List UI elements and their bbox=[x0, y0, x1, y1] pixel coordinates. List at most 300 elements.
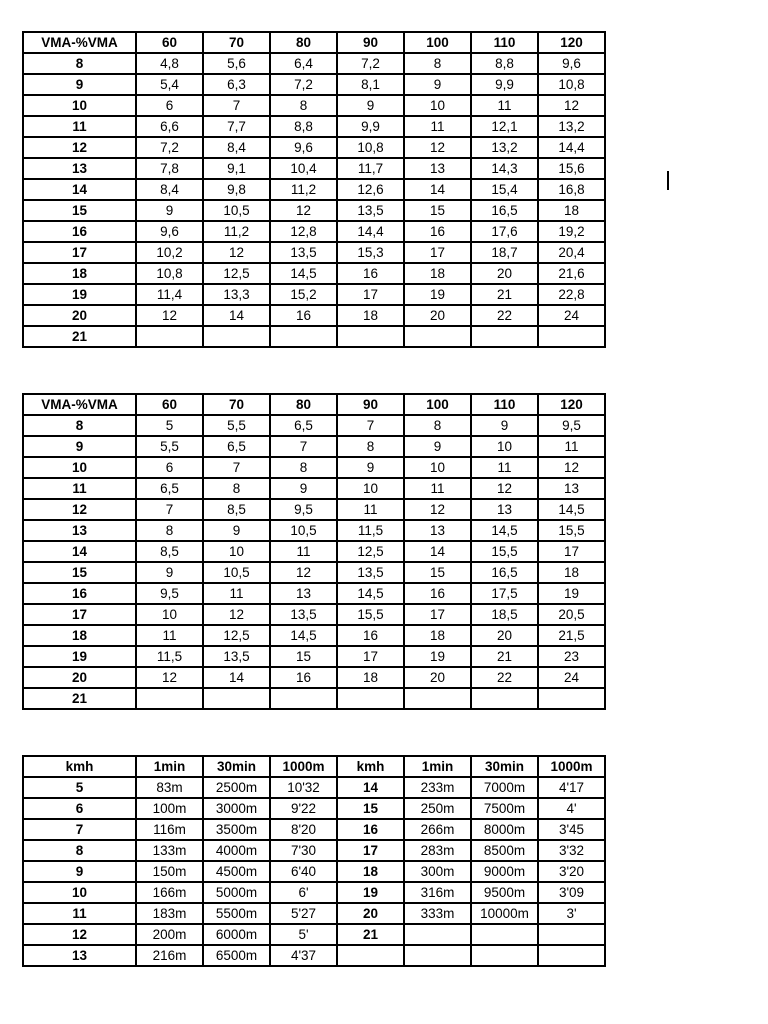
header-cell: 90 bbox=[337, 32, 404, 53]
table-cell: 20,5 bbox=[538, 604, 605, 625]
table-cell: 9 bbox=[23, 861, 136, 882]
table-cell: 5500m bbox=[203, 903, 270, 924]
table-row bbox=[23, 777, 605, 798]
table-cell: 3'20 bbox=[538, 861, 605, 882]
table-cell: 18 bbox=[404, 263, 471, 284]
table-row bbox=[23, 284, 605, 305]
table-cell: 12 bbox=[23, 499, 136, 520]
table-cell: 7500m bbox=[471, 798, 538, 819]
table-cell: 3'45 bbox=[538, 819, 605, 840]
table-cell bbox=[471, 945, 538, 966]
table-row bbox=[23, 221, 605, 242]
table-cell: 10000m bbox=[471, 903, 538, 924]
table-row bbox=[23, 179, 605, 200]
table-cell: 20 bbox=[337, 903, 404, 924]
table-cell: 10 bbox=[471, 436, 538, 457]
table-cell: 5,6 bbox=[203, 53, 270, 74]
table-cell: 14 bbox=[203, 305, 270, 326]
table-cell: 8,4 bbox=[203, 137, 270, 158]
table-cell: 10'32 bbox=[270, 777, 337, 798]
table-cell: 3'32 bbox=[538, 840, 605, 861]
table-cell bbox=[270, 326, 337, 347]
header-cell: 30min bbox=[203, 756, 270, 777]
table-cell: 11,5 bbox=[136, 646, 203, 667]
table-cell bbox=[337, 326, 404, 347]
table-row bbox=[23, 819, 605, 840]
table-cell: 7000m bbox=[471, 777, 538, 798]
table-row bbox=[23, 158, 605, 179]
table-cell: 14,5 bbox=[270, 263, 337, 284]
table-cell: 19 bbox=[404, 646, 471, 667]
table-cell: 216m bbox=[136, 945, 203, 966]
header-cell: 60 bbox=[136, 394, 203, 415]
header-cell: 80 bbox=[270, 32, 337, 53]
table-cell: 7 bbox=[270, 436, 337, 457]
table-cell bbox=[203, 688, 270, 709]
table-cell: 14,4 bbox=[538, 137, 605, 158]
table-cell: 14 bbox=[404, 179, 471, 200]
table-cell: 16 bbox=[404, 583, 471, 604]
table-cell: 13,2 bbox=[471, 137, 538, 158]
table-cell bbox=[471, 326, 538, 347]
table-cell: 17 bbox=[23, 604, 136, 625]
table-cell bbox=[538, 688, 605, 709]
table-cell: 3' bbox=[538, 903, 605, 924]
table-cell bbox=[538, 326, 605, 347]
table-cell: 5' bbox=[270, 924, 337, 945]
table-cell: 15,5 bbox=[337, 604, 404, 625]
table-row bbox=[23, 562, 605, 583]
table-cell: 10,8 bbox=[538, 74, 605, 95]
table-cell: 19 bbox=[404, 284, 471, 305]
table-cell: 21 bbox=[23, 326, 136, 347]
header-cell: VMA-%VMA bbox=[23, 394, 136, 415]
table-cell bbox=[538, 924, 605, 945]
table-cell: 9,1 bbox=[203, 158, 270, 179]
table-cell: 15,5 bbox=[471, 541, 538, 562]
header-cell: 120 bbox=[538, 32, 605, 53]
table-cell: 16 bbox=[337, 625, 404, 646]
table-cell: 16 bbox=[270, 667, 337, 688]
table-cell: 9,9 bbox=[471, 74, 538, 95]
table-header-row bbox=[23, 756, 605, 777]
table-cell: 11 bbox=[337, 499, 404, 520]
table-cell: 6,5 bbox=[136, 478, 203, 499]
table-cell bbox=[337, 945, 404, 966]
table-cell: 22 bbox=[471, 667, 538, 688]
table-cell: 4'17 bbox=[538, 777, 605, 798]
table-cell: 7,2 bbox=[337, 53, 404, 74]
table-cell: 21 bbox=[471, 284, 538, 305]
table-cell: 15 bbox=[404, 562, 471, 583]
table-cell: 283m bbox=[404, 840, 471, 861]
table-cell: 10 bbox=[23, 457, 136, 478]
table-row bbox=[23, 499, 605, 520]
table-cell: 10,5 bbox=[203, 562, 270, 583]
table-cell: 9,5 bbox=[538, 415, 605, 436]
table-cell: 12,1 bbox=[471, 116, 538, 137]
table-cell: 12 bbox=[404, 499, 471, 520]
table-cell: 6,3 bbox=[203, 74, 270, 95]
table-cell: 6500m bbox=[203, 945, 270, 966]
table-cell: 22,8 bbox=[538, 284, 605, 305]
table-cell: 24 bbox=[538, 305, 605, 326]
vma-percent-table-rounded bbox=[22, 393, 606, 710]
table-row bbox=[23, 242, 605, 263]
table-cell: 6'40 bbox=[270, 861, 337, 882]
table-row bbox=[23, 646, 605, 667]
table-cell: 7,7 bbox=[203, 116, 270, 137]
table-cell: 12,5 bbox=[337, 541, 404, 562]
table-cell: 266m bbox=[404, 819, 471, 840]
table-cell bbox=[538, 945, 605, 966]
table-cell: 9,6 bbox=[270, 137, 337, 158]
table-cell: 5'27 bbox=[270, 903, 337, 924]
table-cell: 8000m bbox=[471, 819, 538, 840]
table-cell: 12,8 bbox=[270, 221, 337, 242]
table-cell: 18 bbox=[337, 305, 404, 326]
table-cell: 15,6 bbox=[538, 158, 605, 179]
table-cell: 13,3 bbox=[203, 284, 270, 305]
table-cell: 7,2 bbox=[136, 137, 203, 158]
table-cell: 83m bbox=[136, 777, 203, 798]
table-cell: 8 bbox=[270, 95, 337, 116]
table-cell: 21,6 bbox=[538, 263, 605, 284]
table-row bbox=[23, 945, 605, 966]
table-cell: 11 bbox=[404, 116, 471, 137]
table-cell: 16 bbox=[270, 305, 337, 326]
table-cell: 13 bbox=[270, 583, 337, 604]
table-cell: 200m bbox=[136, 924, 203, 945]
table-cell: 5,5 bbox=[203, 415, 270, 436]
table-cell: 12 bbox=[270, 562, 337, 583]
table-cell bbox=[203, 326, 270, 347]
table-cell: 13 bbox=[538, 478, 605, 499]
table-row bbox=[23, 263, 605, 284]
table-cell: 9,5 bbox=[136, 583, 203, 604]
table-cell: 11,2 bbox=[203, 221, 270, 242]
table-cell bbox=[404, 688, 471, 709]
table-row bbox=[23, 457, 605, 478]
table-cell: 7 bbox=[203, 95, 270, 116]
table-cell: 3000m bbox=[203, 798, 270, 819]
table-cell bbox=[270, 688, 337, 709]
table-cell: 18 bbox=[538, 200, 605, 221]
table-cell: 13 bbox=[471, 499, 538, 520]
table-cell: 21 bbox=[23, 688, 136, 709]
table-cell: 18 bbox=[337, 667, 404, 688]
table-cell: 19 bbox=[337, 882, 404, 903]
table-cell: 9 bbox=[337, 457, 404, 478]
table-cell: 19 bbox=[23, 646, 136, 667]
table-cell: 2500m bbox=[203, 777, 270, 798]
table-cell: 19 bbox=[23, 284, 136, 305]
table-cell: 14,5 bbox=[471, 520, 538, 541]
table-header-row bbox=[23, 394, 605, 415]
table-cell: 7'30 bbox=[270, 840, 337, 861]
table-cell: 17 bbox=[337, 840, 404, 861]
table-cell: 150m bbox=[136, 861, 203, 882]
table-cell: 14,5 bbox=[270, 625, 337, 646]
table-cell: 8 bbox=[404, 415, 471, 436]
table-cell: 16,8 bbox=[538, 179, 605, 200]
table-row bbox=[23, 436, 605, 457]
table-cell: 10,8 bbox=[136, 263, 203, 284]
table-cell: 14 bbox=[23, 179, 136, 200]
table-cell: 5,5 bbox=[136, 436, 203, 457]
table-cell: 21,5 bbox=[538, 625, 605, 646]
table-cell: 8 bbox=[404, 53, 471, 74]
table-cell: 7 bbox=[136, 499, 203, 520]
header-cell: VMA-%VMA bbox=[23, 32, 136, 53]
table-row bbox=[23, 200, 605, 221]
table-cell: 20 bbox=[404, 305, 471, 326]
table-cell: 9000m bbox=[471, 861, 538, 882]
table-cell: 17 bbox=[337, 284, 404, 305]
table-cell: 12 bbox=[136, 305, 203, 326]
table-cell: 10 bbox=[23, 882, 136, 903]
table-cell: 250m bbox=[404, 798, 471, 819]
header-cell: 70 bbox=[203, 394, 270, 415]
table-cell: 10,5 bbox=[270, 520, 337, 541]
table-cell: 12,5 bbox=[203, 263, 270, 284]
table-cell: 17 bbox=[404, 604, 471, 625]
table-cell: 12 bbox=[270, 200, 337, 221]
table-cell: 4000m bbox=[203, 840, 270, 861]
table-cell bbox=[471, 924, 538, 945]
table-cell bbox=[136, 326, 203, 347]
table-cell: 14 bbox=[337, 777, 404, 798]
table-cell: 166m bbox=[136, 882, 203, 903]
table-cell: 8,5 bbox=[203, 499, 270, 520]
table-row bbox=[23, 520, 605, 541]
table-cell: 8,5 bbox=[136, 541, 203, 562]
table-cell: 17 bbox=[404, 242, 471, 263]
header-cell: 1min bbox=[136, 756, 203, 777]
table-cell: 9 bbox=[203, 520, 270, 541]
table-cell: 9500m bbox=[471, 882, 538, 903]
table-cell: 233m bbox=[404, 777, 471, 798]
table-cell: 21 bbox=[471, 646, 538, 667]
table-cell bbox=[471, 688, 538, 709]
header-cell: 120 bbox=[538, 394, 605, 415]
table-cell: 8,8 bbox=[471, 53, 538, 74]
table-cell: 13 bbox=[404, 520, 471, 541]
table-cell: 12 bbox=[23, 924, 136, 945]
table-cell: 11,5 bbox=[337, 520, 404, 541]
text-cursor bbox=[667, 171, 669, 190]
table-cell: 8 bbox=[23, 840, 136, 861]
table-cell: 6,6 bbox=[136, 116, 203, 137]
speed-distance-pace-table bbox=[22, 755, 606, 967]
table-cell: 8,4 bbox=[136, 179, 203, 200]
table-cell: 15 bbox=[23, 200, 136, 221]
table-cell: 12 bbox=[471, 478, 538, 499]
table-cell: 11 bbox=[471, 457, 538, 478]
table-row bbox=[23, 882, 605, 903]
table-cell: 16 bbox=[337, 819, 404, 840]
table-cell: 20,4 bbox=[538, 242, 605, 263]
table-cell: 22 bbox=[471, 305, 538, 326]
vma-percent-table-decimal bbox=[22, 31, 606, 348]
header-cell: 110 bbox=[471, 394, 538, 415]
table-cell: 7 bbox=[23, 819, 136, 840]
table-row bbox=[23, 840, 605, 861]
table-cell: 10 bbox=[23, 95, 136, 116]
table-cell: 5000m bbox=[203, 882, 270, 903]
table-cell: 11 bbox=[471, 95, 538, 116]
header-cell: 80 bbox=[270, 394, 337, 415]
table-cell: 3500m bbox=[203, 819, 270, 840]
table-cell: 8 bbox=[136, 520, 203, 541]
table-row bbox=[23, 924, 605, 945]
header-cell: 1000m bbox=[538, 756, 605, 777]
table-cell: 17,6 bbox=[471, 221, 538, 242]
table-row bbox=[23, 95, 605, 116]
table-cell: 13,5 bbox=[270, 242, 337, 263]
table-cell: 18 bbox=[404, 625, 471, 646]
header-cell: kmh bbox=[23, 756, 136, 777]
table-cell: 8 bbox=[23, 415, 136, 436]
table-cell: 8 bbox=[23, 53, 136, 74]
table-cell: 4' bbox=[538, 798, 605, 819]
table-cell: 9 bbox=[23, 74, 136, 95]
table-cell: 13 bbox=[404, 158, 471, 179]
table-row bbox=[23, 541, 605, 562]
table-cell: 12 bbox=[538, 457, 605, 478]
table-cell: 9,6 bbox=[538, 53, 605, 74]
table-cell: 15,5 bbox=[538, 520, 605, 541]
table-cell: 16 bbox=[404, 221, 471, 242]
table-cell: 8 bbox=[337, 436, 404, 457]
table-cell: 9,8 bbox=[203, 179, 270, 200]
table-cell: 9 bbox=[471, 415, 538, 436]
table-cell: 5 bbox=[23, 777, 136, 798]
table-cell: 18,5 bbox=[471, 604, 538, 625]
header-cell: 30min bbox=[471, 756, 538, 777]
table-cell: 9 bbox=[404, 74, 471, 95]
table-cell bbox=[404, 924, 471, 945]
table-cell: 12 bbox=[23, 137, 136, 158]
table-cell: 8,1 bbox=[337, 74, 404, 95]
table-cell: 11 bbox=[404, 478, 471, 499]
table-row bbox=[23, 903, 605, 924]
table-cell: 17 bbox=[337, 646, 404, 667]
table-cell: 13,5 bbox=[270, 604, 337, 625]
table-cell: 10,2 bbox=[136, 242, 203, 263]
table-cell bbox=[337, 688, 404, 709]
table-cell: 20 bbox=[23, 305, 136, 326]
header-cell: 1min bbox=[404, 756, 471, 777]
table-row bbox=[23, 583, 605, 604]
table-row bbox=[23, 478, 605, 499]
table-cell: 15 bbox=[270, 646, 337, 667]
table-cell: 11 bbox=[23, 478, 136, 499]
table-cell: 11 bbox=[270, 541, 337, 562]
table-cell: 19 bbox=[538, 583, 605, 604]
table-cell: 9,5 bbox=[270, 499, 337, 520]
table-cell: 23 bbox=[538, 646, 605, 667]
table-cell: 11,2 bbox=[270, 179, 337, 200]
table-cell: 15,2 bbox=[270, 284, 337, 305]
table-cell: 12 bbox=[203, 604, 270, 625]
table-row bbox=[23, 137, 605, 158]
table-cell: 7 bbox=[337, 415, 404, 436]
table-cell: 12,5 bbox=[203, 625, 270, 646]
header-cell: 60 bbox=[136, 32, 203, 53]
table-row bbox=[23, 667, 605, 688]
table-cell: 10 bbox=[404, 95, 471, 116]
table-cell: 8,8 bbox=[270, 116, 337, 137]
table-cell: 4'37 bbox=[270, 945, 337, 966]
table-cell: 333m bbox=[404, 903, 471, 924]
table-row bbox=[23, 861, 605, 882]
table-cell: 6 bbox=[136, 457, 203, 478]
table-row bbox=[23, 74, 605, 95]
table-cell: 9 bbox=[23, 436, 136, 457]
table-cell bbox=[136, 688, 203, 709]
header-cell: 110 bbox=[471, 32, 538, 53]
table-cell: 300m bbox=[404, 861, 471, 882]
table-cell: 10,8 bbox=[337, 137, 404, 158]
table-cell: 13 bbox=[23, 520, 136, 541]
table-cell: 7,2 bbox=[270, 74, 337, 95]
header-cell: 100 bbox=[404, 32, 471, 53]
table-cell: 20 bbox=[471, 625, 538, 646]
table-cell: 11 bbox=[23, 116, 136, 137]
table-row bbox=[23, 116, 605, 137]
table-cell: 13,5 bbox=[203, 646, 270, 667]
table-cell: 15 bbox=[337, 798, 404, 819]
table-row bbox=[23, 53, 605, 74]
table-cell: 18 bbox=[337, 861, 404, 882]
table-cell: 116m bbox=[136, 819, 203, 840]
table-cell: 13,2 bbox=[538, 116, 605, 137]
table-cell: 24 bbox=[538, 667, 605, 688]
table-cell: 12 bbox=[136, 667, 203, 688]
table-cell: 316m bbox=[404, 882, 471, 903]
table-row bbox=[23, 798, 605, 819]
table-cell: 15,3 bbox=[337, 242, 404, 263]
table-cell: 13 bbox=[23, 945, 136, 966]
table-cell: 9,6 bbox=[136, 221, 203, 242]
table-cell: 17 bbox=[23, 242, 136, 263]
table-cell: 10 bbox=[337, 478, 404, 499]
table-cell: 5 bbox=[136, 415, 203, 436]
table-cell: 17,5 bbox=[471, 583, 538, 604]
table-cell: 10,5 bbox=[203, 200, 270, 221]
table-cell: 12 bbox=[404, 137, 471, 158]
table-cell: 12,6 bbox=[337, 179, 404, 200]
table-cell: 15 bbox=[404, 200, 471, 221]
table-cell: 3'09 bbox=[538, 882, 605, 903]
table-cell: 6 bbox=[136, 95, 203, 116]
table-cell: 14 bbox=[203, 667, 270, 688]
table-cell: 100m bbox=[136, 798, 203, 819]
header-cell: kmh bbox=[337, 756, 404, 777]
table-cell: 11 bbox=[538, 436, 605, 457]
table-cell bbox=[404, 945, 471, 966]
table-cell: 4,8 bbox=[136, 53, 203, 74]
table-cell: 14 bbox=[404, 541, 471, 562]
table-cell: 6' bbox=[270, 882, 337, 903]
table-cell: 18 bbox=[23, 625, 136, 646]
table-cell: 9 bbox=[136, 562, 203, 583]
table-cell: 21 bbox=[337, 924, 404, 945]
table-cell: 14,5 bbox=[538, 499, 605, 520]
table-cell: 15 bbox=[23, 562, 136, 583]
table-cell: 5,4 bbox=[136, 74, 203, 95]
